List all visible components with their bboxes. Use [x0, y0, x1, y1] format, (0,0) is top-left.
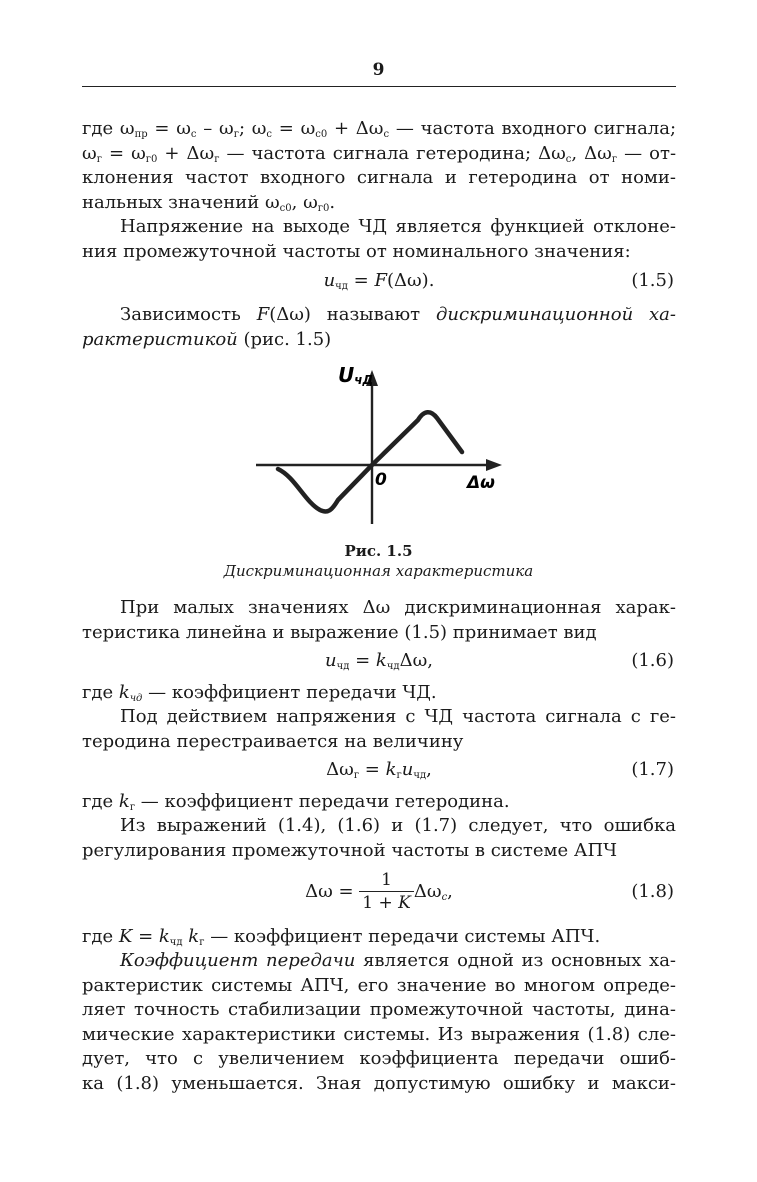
equation-number: (1.8) — [631, 881, 674, 902]
p8-line-1: Из выражений (1.4), (1.6) и (1.7) следует, что ошибка — [120, 815, 676, 836]
figure-caption-title: Рис. 1.5 — [344, 542, 413, 560]
p10-line-4: мические характеристики системы. Из выражения (1.8) сле- — [82, 1023, 676, 1045]
p6-line-1: Под действием напряжения с ЧД частота сигнала с ге- — [120, 706, 676, 727]
equation-1-7: $\Delta\omega_г = k_гu_{чд}$, (1.7) — [326, 759, 674, 781]
p1-line-1: где $\omega_{пр} = \omega_с - \omega_г$; $\omega_с = \omega_{с0} + \Delta\omega_с$ — частота входного сигнала; — [82, 118, 677, 140]
paragraph-10 — [82, 949, 676, 1096]
p3-line-1: Зависимость F(Δω) называют дискриминационной ха- — [120, 304, 676, 325]
p10-line-5: дует, что с увеличением коэффициента передачи ошиб- — [82, 1048, 676, 1069]
p1-line-4: нальных значений $\omega_{с0}$, $\omega_{г0}$. — [82, 191, 336, 214]
x-axis-label: Δω — [467, 473, 495, 493]
p1-line-3: клонения частот входного сигнала и гетеродина от номи- — [82, 167, 676, 188]
p10-line-2: рактеристик системы АПЧ, его значение во многом опреде- — [82, 974, 676, 996]
equation-number: (1.5) — [631, 270, 674, 291]
p2-line-1: Напряжение на выходе ЧД является функцией отклоне- — [120, 216, 676, 237]
paragraph-6 — [82, 705, 676, 754]
p10-line-6: ка (1.8) уменьшается. Зная допустимую ошибку и макси- — [82, 1072, 676, 1094]
paragraph-1 — [82, 117, 676, 215]
paragraph-4 — [82, 596, 676, 645]
p2-line-2: ния промежуточной частоты от номинального значения: — [82, 240, 631, 262]
page-number: 9 — [372, 60, 385, 80]
equation-1-8: Δω = $\frac{1}{1 + K}$ $\Delta\omega_c$, (1.8) — [305, 870, 674, 913]
paragraph-3 — [82, 303, 676, 352]
p10-line-1: Коэффициент передачи является одной из основных ха- — [120, 950, 677, 971]
figure-caption-subtitle: Дискриминационная характеристика — [223, 562, 534, 580]
header-rule — [82, 86, 676, 87]
p3-line-2: рактеристикой (рис. 1.5) — [82, 328, 332, 350]
paragraph-8 — [82, 814, 676, 863]
equation-number: (1.7) — [631, 759, 674, 780]
paragraph-5: где $k_{чд}$ — коэффициент передачи ЧД. — [82, 682, 437, 704]
equation-1-6: $u_{чд} = k_{чд}\Delta\omega$, (1.6) — [324, 650, 674, 672]
p1-line-2: $\omega_г = \omega_{г0} + \Delta\omega_г$ — частота сигнала гетеродина; $\Delta\omega_с$, $\Delta\omega_г$ — от- — [82, 142, 677, 165]
paragraph-7: где $k_г$ — коэффициент передачи гетеродина. — [82, 791, 510, 813]
x-axis-arrow-icon — [486, 459, 502, 471]
equation-1-5: $u_{чд} = F(\Delta\omega)$. (1.5) — [323, 270, 674, 292]
p10-line-3: ляет точность стабилизации промежуточной частоты, дина- — [82, 999, 676, 1020]
p4-line-1: При малых значениях Δω дискриминационная харак- — [120, 597, 676, 618]
paragraph-9: где $K = k_{чд}$ $k_г$ — коэффициент передачи системы АПЧ. — [82, 926, 601, 948]
y-axis-label: UчД — [338, 363, 374, 387]
origin-label: 0 — [375, 470, 387, 490]
equation-number: (1.6) — [631, 650, 674, 671]
paragraph-2 — [82, 215, 676, 264]
characteristic-curve — [278, 412, 462, 511]
fraction: $\frac{1}{1 + K}$ — [359, 870, 414, 913]
p8-line-2: регулирования промежуточной частоты в системе АПЧ — [82, 839, 618, 861]
p6-line-2: теродина перестраивается на величину — [82, 730, 464, 752]
discriminator-characteristic-figure — [240, 352, 530, 542]
p4-line-2: теристика линейна и выражение (1.5) принимает вид — [82, 621, 597, 643]
